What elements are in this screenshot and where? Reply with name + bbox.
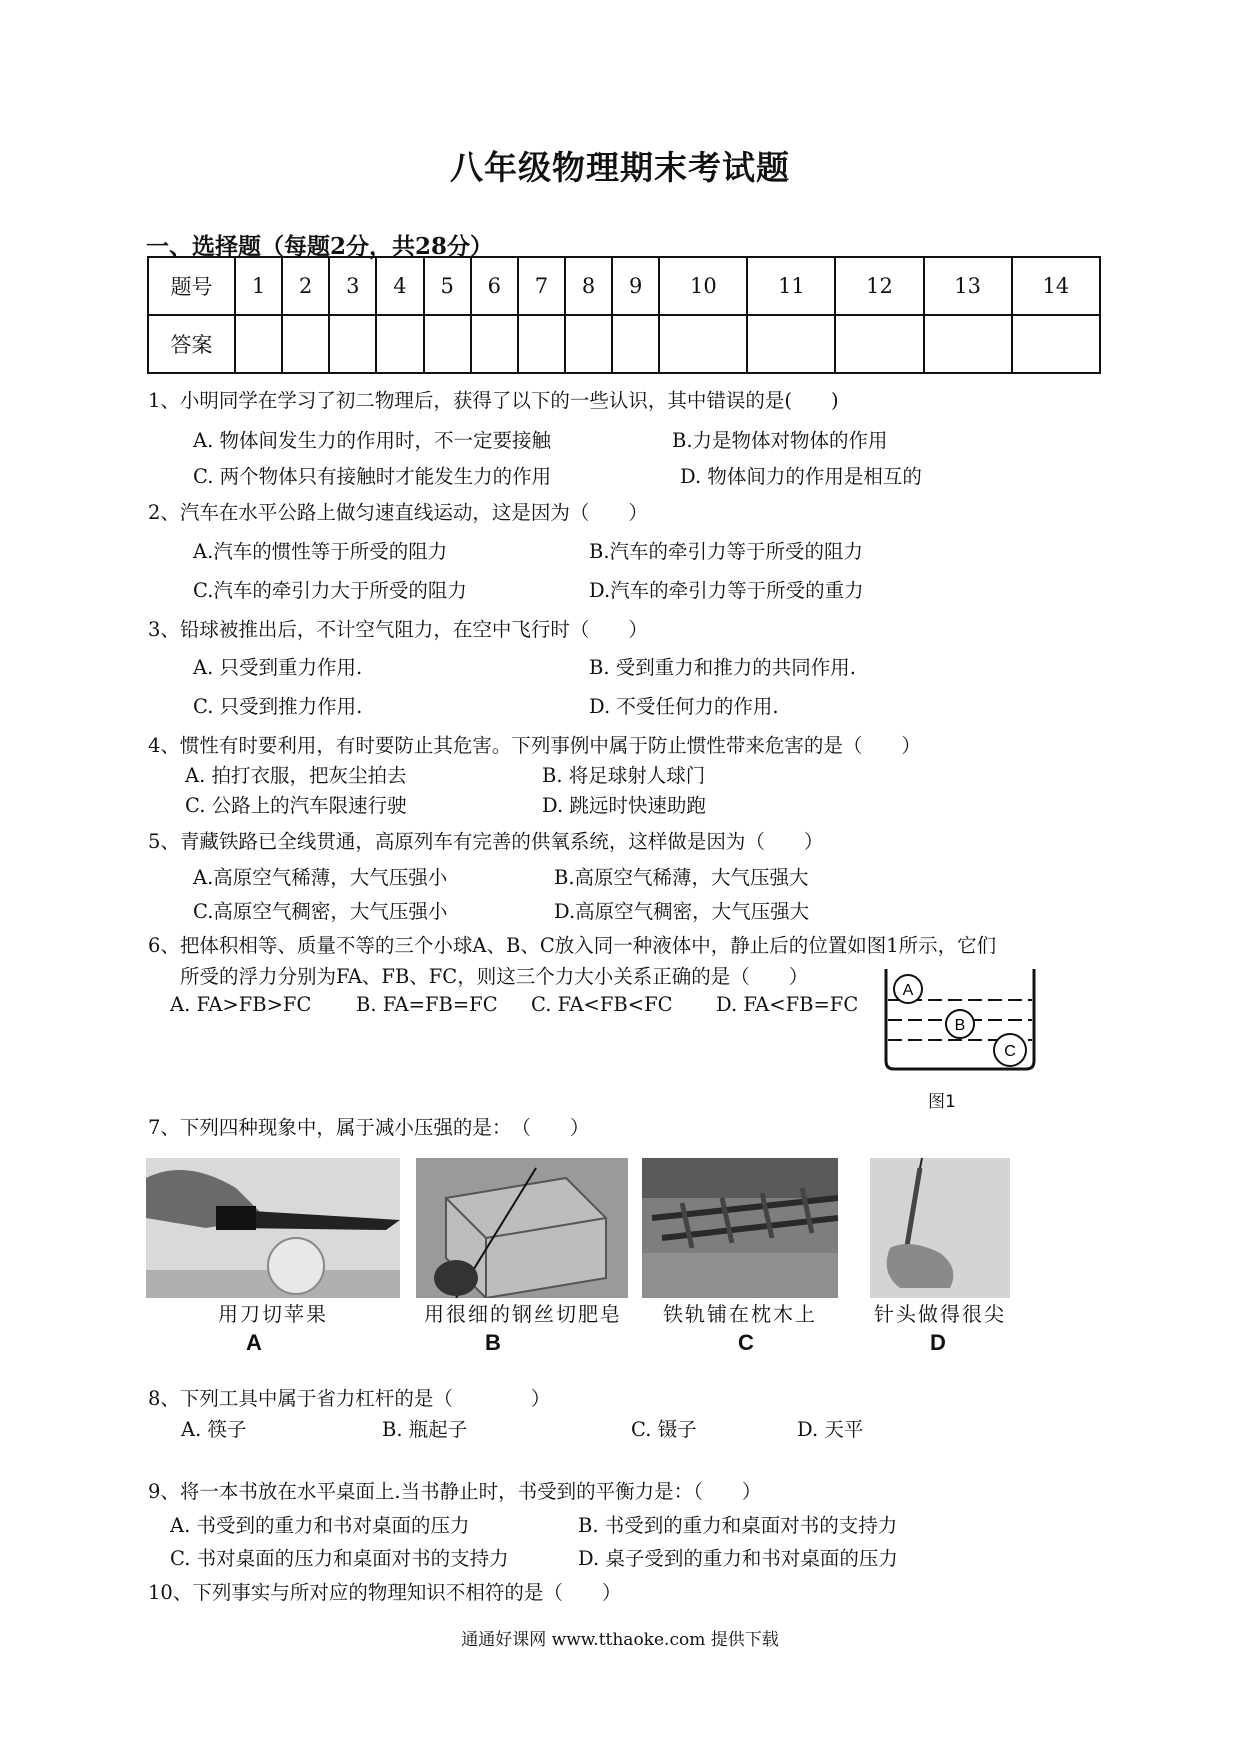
option: A. FA>FB>FC: [170, 993, 312, 1016]
ball-label: B: [954, 1017, 966, 1034]
question-number-cell: 6: [471, 257, 518, 315]
question-number-cell: 12: [835, 257, 923, 315]
option: B. 书受到的重力和桌面对书的支持力: [578, 1514, 898, 1537]
photo-letter: D: [930, 1330, 946, 1355]
question-number-cell: 14: [1012, 257, 1100, 315]
footer-source: 通通好课网 www.tthaoke.com 提供下载: [461, 1630, 779, 1650]
table-row: [148, 257, 1100, 315]
answer-cell[interactable]: [376, 315, 423, 373]
photo-label: 针头做得很尖: [874, 1302, 1006, 1326]
question-number-cell: 5: [424, 257, 471, 315]
option: B. FA=FB=FC: [356, 993, 498, 1016]
question-stem-cont: 所受的浮力分别为FA、FB、FC，则这三个力大小关系正确的是（ ）: [180, 965, 809, 988]
question-number-cell: 9: [612, 257, 659, 315]
photo-letter: B: [485, 1330, 501, 1355]
photo-knife-apple: [146, 1158, 400, 1298]
answer-cell[interactable]: [659, 315, 747, 373]
question-number-cell: 3: [329, 257, 376, 315]
ball-label: C: [1004, 1043, 1016, 1060]
answer-cell[interactable]: [747, 315, 835, 373]
question-stem: 6、把体积相等、质量不等的三个小球A、B、C放入同一种液体中，静止后的位置如图1所示，它们: [148, 934, 997, 957]
option: C. 只受到推力作用.: [193, 695, 363, 718]
question-stem: 1、小明同学在学习了初二物理后，获得了以下的一些认识，其中错误的是( ): [148, 389, 839, 412]
figure-1-beaker: [880, 965, 1040, 1073]
option: C.汽车的牵引力大于所受的阻力: [193, 579, 467, 602]
option: C. FA<FB<FC: [531, 993, 673, 1016]
option: D. FA<FB=FC: [716, 993, 859, 1016]
question-number-cell: 1: [235, 257, 282, 315]
option: A. 物体间发生力的作用时，不一定要接触: [193, 429, 551, 452]
answer-table: [147, 256, 1101, 374]
figure-caption: 图1: [928, 1092, 956, 1112]
photo-letter: C: [738, 1330, 754, 1355]
option: A. 书受到的重力和书对桌面的压力: [170, 1514, 470, 1537]
option: D. 跳远时快速助跑: [542, 794, 706, 817]
question-stem: 3、铅球被推出后，不计空气阻力，在空中飞行时（ ）: [148, 618, 648, 641]
question-stem: 5、青藏铁路已全线贯通，高原列车有完善的供氧系统，这样做是因为（ ）: [148, 830, 824, 853]
table-row: [148, 315, 1100, 373]
option: A. 拍打衣服，把灰尘拍去: [185, 764, 407, 787]
table-row-label: 答案: [148, 315, 235, 373]
option: C. 镊子: [631, 1418, 697, 1441]
answer-cell[interactable]: [424, 315, 471, 373]
photo-wire-soap: [416, 1158, 628, 1298]
option: A.汽车的惯性等于所受的阻力: [193, 540, 448, 563]
question-stem: 7、下列四种现象中，属于减小压强的是： （ ）: [148, 1116, 590, 1139]
photo-letter: A: [246, 1330, 262, 1355]
question-stem: 10、下列事实与所对应的物理知识不相符的是（ ）: [148, 1581, 622, 1604]
question-number-cell: 7: [518, 257, 565, 315]
question-number-cell: 8: [565, 257, 612, 315]
question-number-cell: 11: [747, 257, 835, 315]
option: D.高原空气稠密，大气压强大: [554, 900, 810, 923]
answer-cell[interactable]: [1012, 315, 1100, 373]
table-row-label: 题号: [148, 257, 235, 315]
option: C.高原空气稠密，大气压强小: [193, 900, 448, 923]
answer-cell[interactable]: [565, 315, 612, 373]
option: D. 物体间力的作用是相互的: [680, 465, 922, 488]
option: B. 瓶起子: [382, 1418, 468, 1441]
question-number-cell: 4: [376, 257, 423, 315]
answer-cell[interactable]: [518, 315, 565, 373]
option: C. 公路上的汽车限速行驶: [185, 794, 407, 817]
answer-cell[interactable]: [924, 315, 1012, 373]
answer-cell[interactable]: [235, 315, 282, 373]
option: B. 受到重力和推力的共同作用.: [589, 656, 856, 679]
exam-title: 八年级物理期末考试题: [450, 148, 790, 187]
photo-label: 用很细的钢丝切肥皂: [424, 1302, 622, 1326]
question-number-cell: 10: [659, 257, 747, 315]
option: D. 天平: [797, 1418, 864, 1441]
option: C. 两个物体只有接触时才能发生力的作用: [193, 465, 552, 488]
answer-cell[interactable]: [282, 315, 329, 373]
option: D. 不受任何力的作用.: [589, 695, 779, 718]
option: A.高原空气稀薄，大气压强小: [193, 866, 448, 889]
option: B. 将足球射人球门: [542, 764, 706, 787]
photo-rails: [642, 1158, 838, 1298]
option: A. 只受到重力作用.: [193, 656, 363, 679]
photo-label: 铁轨铺在枕木上: [663, 1302, 817, 1326]
option: A. 筷子: [181, 1418, 247, 1441]
question-number-cell: 13: [924, 257, 1012, 315]
option: D.汽车的牵引力等于所受的重力: [589, 579, 864, 602]
answer-cell[interactable]: [471, 315, 518, 373]
option: B.力是物体对物体的作用: [672, 429, 888, 452]
section-heading: 一、选择题（每题2分，共28分）: [146, 233, 494, 260]
answer-cell[interactable]: [835, 315, 923, 373]
option: C. 书对桌面的压力和桌面对书的支持力: [170, 1547, 509, 1570]
question-stem: 4、惯性有时要利用，有时要防止其危害。下列事例中属于防止惯性带来危害的是（ ）: [148, 734, 921, 757]
question-stem: 8、下列工具中属于省力杠杆的是（ ）: [148, 1387, 551, 1410]
answer-cell[interactable]: [329, 315, 376, 373]
answer-cell[interactable]: [612, 315, 659, 373]
photo-needle: [870, 1158, 1010, 1298]
question-stem: 9、将一本书放在水平桌面上.当书静止时，书受到的平衡力是：（ ）: [148, 1480, 762, 1503]
photo-label: 用刀切苹果: [218, 1302, 328, 1326]
option: B.汽车的牵引力等于所受的阻力: [589, 540, 864, 563]
question-number-cell: 2: [282, 257, 329, 315]
option: D. 桌子受到的重力和书对桌面的压力: [578, 1547, 898, 1570]
question-stem: 2、汽车在水平公路上做匀速直线运动，这是因为（ ）: [148, 501, 648, 524]
option: B.高原空气稀薄，大气压强大: [554, 866, 809, 889]
ball-label: A: [902, 982, 914, 999]
